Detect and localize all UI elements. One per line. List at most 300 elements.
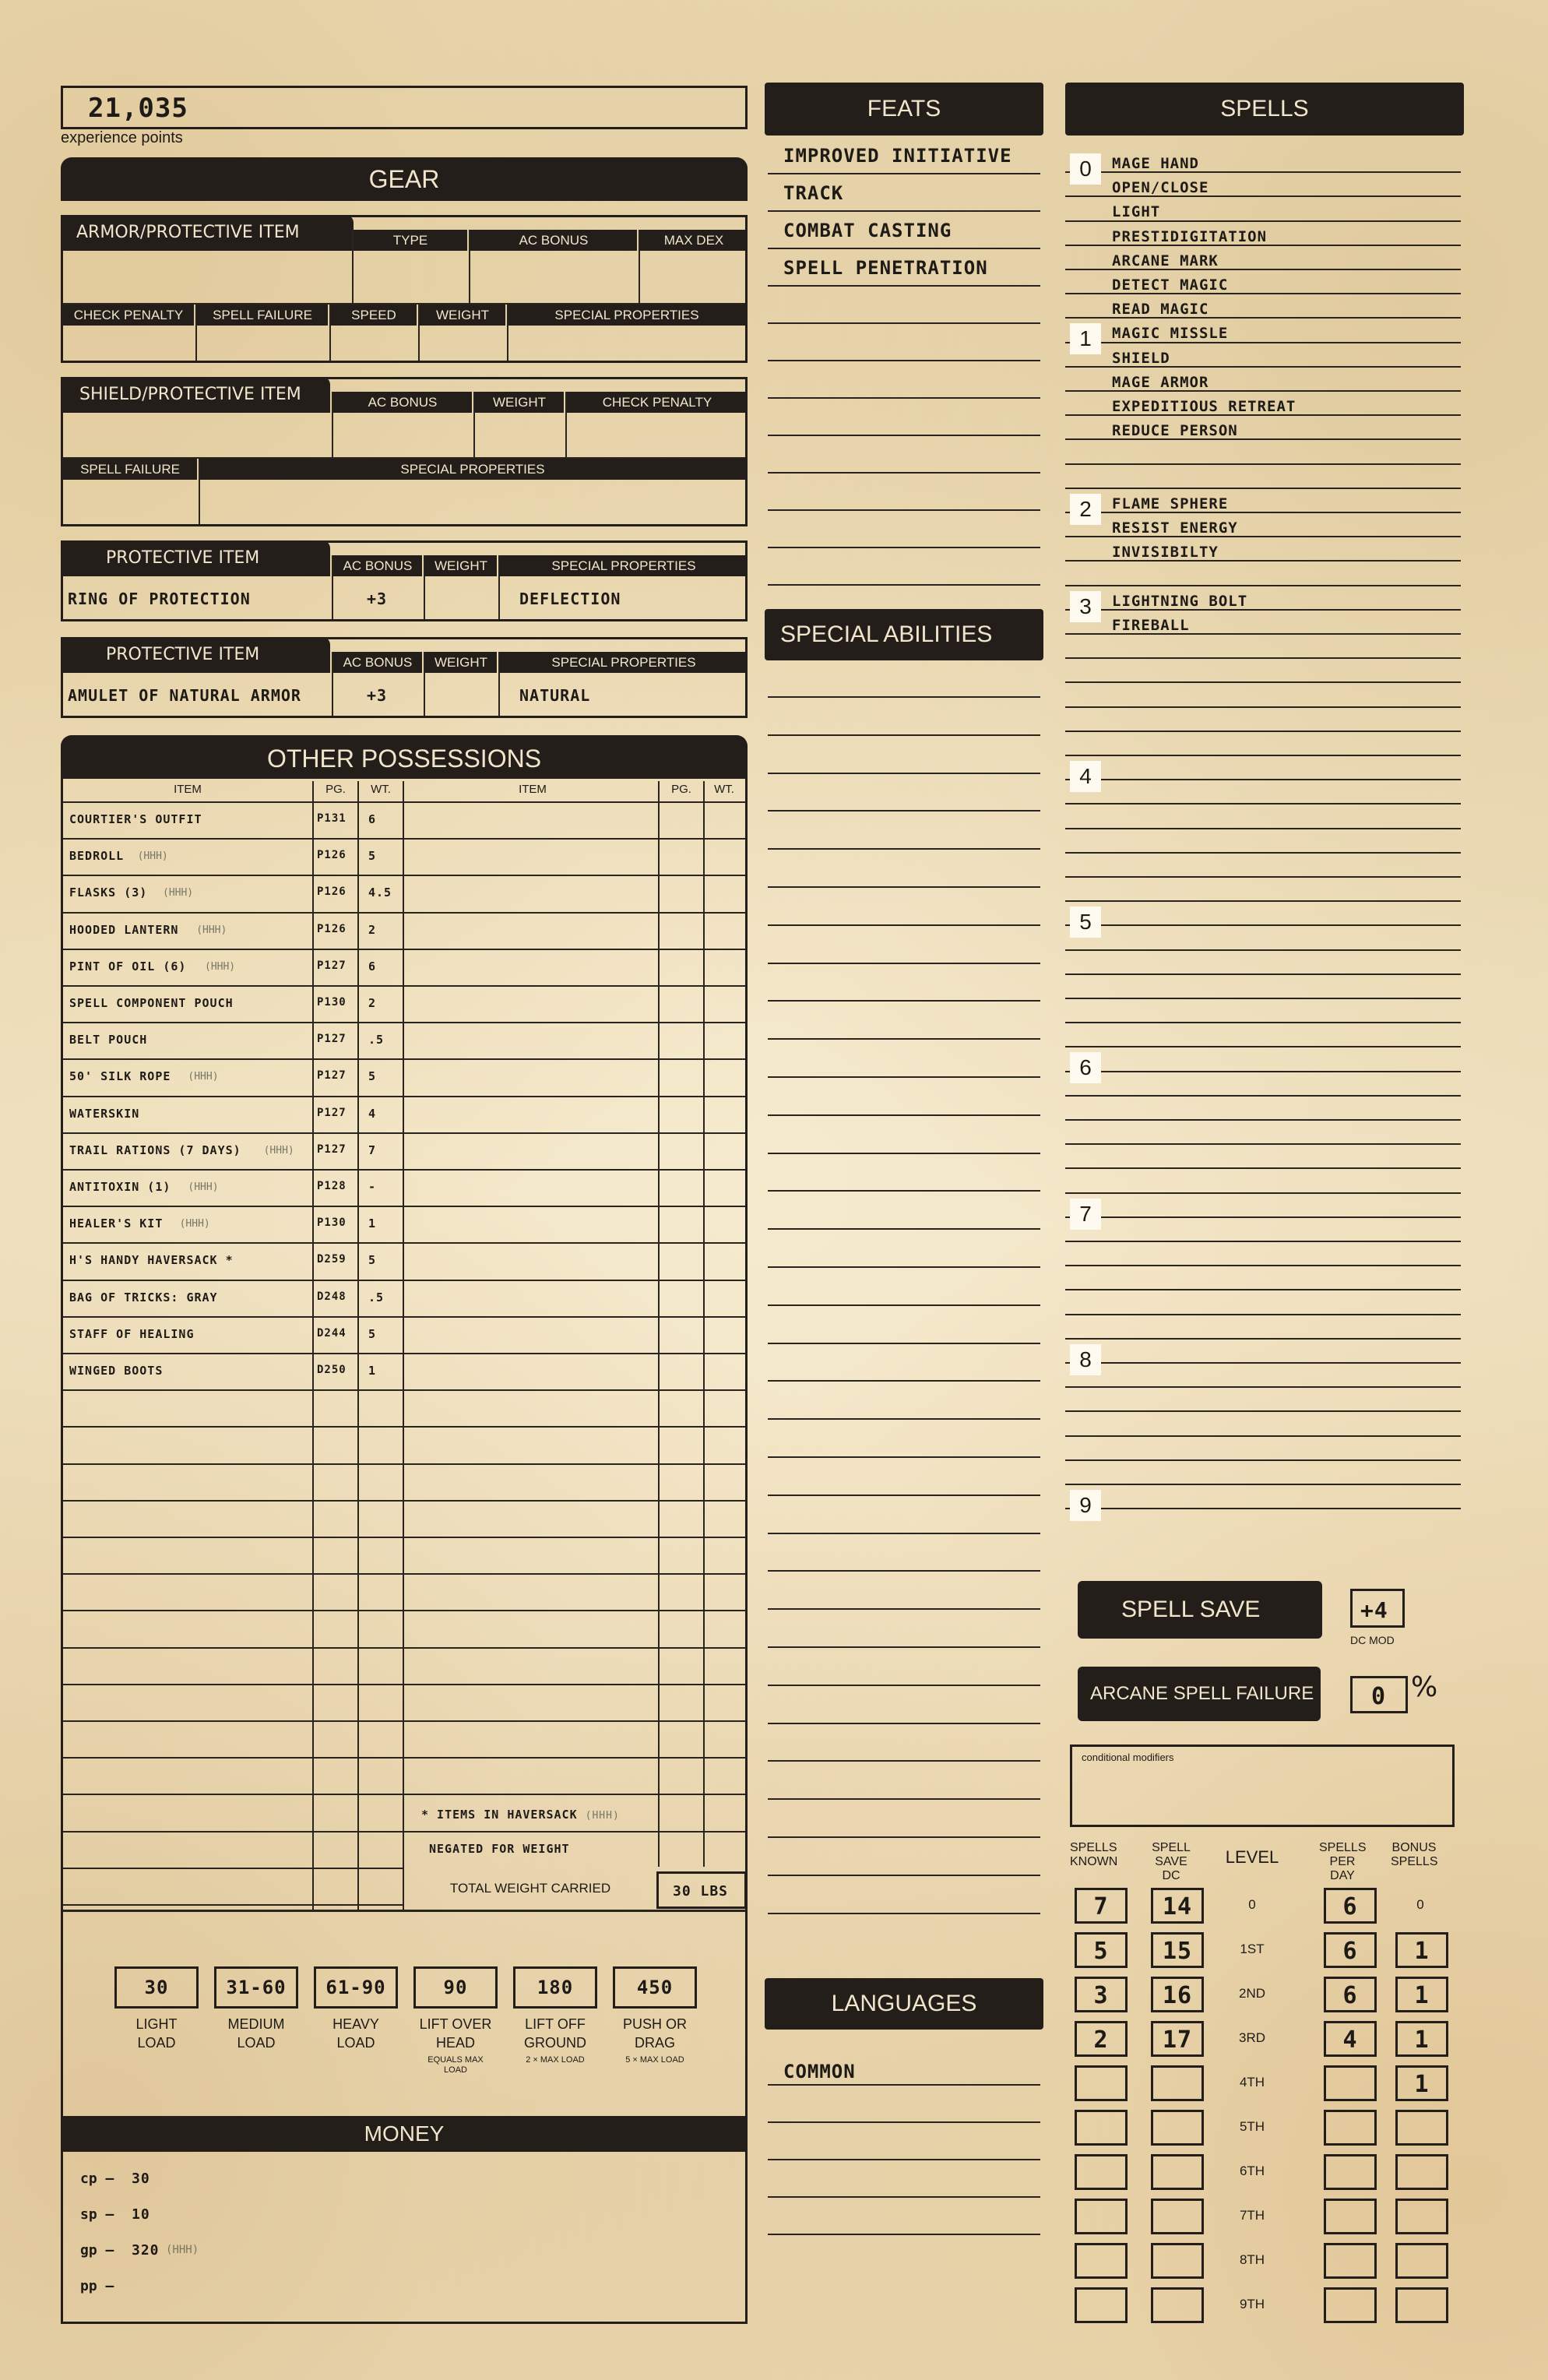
- spell-save-value: +4: [1360, 1597, 1388, 1623]
- possession-row[interactable]: [63, 1069, 403, 1093]
- possession-weight: 5: [368, 849, 377, 863]
- possession-row[interactable]: [63, 1180, 403, 1203]
- spells-per-day-value: 4: [1342, 2026, 1358, 2054]
- possessions-row-line: [63, 1757, 745, 1759]
- spells-known-value: 7: [1093, 1893, 1109, 1921]
- load-box[interactable]: [413, 1966, 498, 2009]
- possession-name: SPELL COMPONENT POUCH: [69, 996, 234, 1010]
- possession-name: HOODED LANTERN: [69, 923, 179, 937]
- protective-item-1-name[interactable]: RING OF PROTECTION: [68, 590, 251, 608]
- possession-weight: 7: [368, 1143, 377, 1157]
- spells-per-day-value: 6: [1342, 1893, 1358, 1921]
- total-weight-value: 30 LBS: [673, 1883, 729, 1899]
- load-box[interactable]: [114, 1966, 199, 2009]
- spell-line: [1065, 220, 1461, 222]
- possessions-row-line: [63, 1794, 745, 1795]
- possession-name: HEALER'S KIT: [69, 1216, 164, 1230]
- spell-item[interactable]: FLAME SPHERE: [1112, 495, 1229, 512]
- special-ability-line: [768, 1456, 1040, 1458]
- spells-per-day-box[interactable]: [1324, 2154, 1377, 2190]
- possession-name: WATERSKIN: [69, 1107, 140, 1121]
- bonus-spells-box[interactable]: [1395, 2154, 1448, 2190]
- money-label: sp —: [80, 2206, 114, 2223]
- spell-line: [1065, 1386, 1461, 1388]
- bonus-spells-box[interactable]: [1395, 2110, 1448, 2146]
- spell-line: [1065, 755, 1461, 756]
- load-label: LIFT OVER HEAD: [419, 2016, 492, 2051]
- bonus-spells-box[interactable]: [1395, 2021, 1448, 2057]
- possession-weight: 4.5: [368, 885, 392, 900]
- spells-per-day-box[interactable]: [1324, 2021, 1377, 2057]
- spells-known-box[interactable]: [1075, 1977, 1128, 2012]
- protective-item-1-col-weight: WEIGHT: [425, 555, 497, 576]
- possession-weight: 5: [368, 1253, 377, 1267]
- bonus-spells-value: 1: [1414, 2026, 1430, 2054]
- spell-save-dc-box[interactable]: [1151, 2287, 1204, 2323]
- spell-level-label: 3RD: [1238, 2030, 1265, 2045]
- spells-known-box[interactable]: [1075, 2021, 1128, 2057]
- armor-col-spellfail: SPELL FAILURE: [197, 305, 328, 326]
- spell-line: [1065, 706, 1461, 708]
- possession-tag: (HHH): [137, 850, 168, 862]
- possession-row[interactable]: [63, 1253, 403, 1276]
- protective-item-2: [61, 637, 748, 718]
- spell-line: [1065, 1022, 1461, 1023]
- load-label: PUSH OR DRAG: [622, 2016, 687, 2051]
- possessions-col-pg-left: PG.: [325, 783, 346, 796]
- possession-tag: (HHH): [163, 887, 194, 899]
- spell-save-dc-box[interactable]: [1151, 2154, 1204, 2190]
- spell-save-dc-box[interactable]: [1151, 2243, 1204, 2279]
- money-header: MONEY: [61, 2116, 748, 2152]
- spells-header: SPELLS: [1065, 83, 1464, 136]
- spell-item[interactable]: PRESTIDIGITATION: [1112, 228, 1268, 245]
- shield-col-weight: WEIGHT: [475, 392, 564, 413]
- arcane-failure-value: 0: [1371, 1683, 1387, 1710]
- spell-save-box[interactable]: [1350, 1589, 1405, 1628]
- spell-table-col-level: LEVEL: [1225, 1847, 1279, 1867]
- possession-name: H'S HANDY HAVERSACK *: [69, 1253, 234, 1267]
- protective-item-1-special[interactable]: DEFLECTION: [519, 590, 621, 608]
- spell-table-col-dc: SPELL SAVE DC: [1152, 1841, 1191, 1882]
- load-box[interactable]: [613, 1966, 697, 2009]
- special-ability-line: [768, 848, 1040, 850]
- special-ability-line: [768, 734, 1040, 736]
- spells-per-day-box[interactable]: [1324, 2287, 1377, 2323]
- spells-known-box[interactable]: [1075, 2243, 1128, 2279]
- spell-line: [1065, 998, 1461, 999]
- spells-per-day-box[interactable]: [1324, 1977, 1377, 2012]
- shield-section: [61, 377, 748, 526]
- spell-save-dc-box[interactable]: [1151, 2199, 1204, 2234]
- spell-line: [1065, 852, 1461, 854]
- spell-level-badge: 8: [1070, 1344, 1101, 1375]
- possession-weight: 2: [368, 996, 377, 1010]
- possession-name: ANTITOXIN (1): [69, 1180, 171, 1194]
- spell-item[interactable]: MAGIC MISSLE: [1112, 325, 1229, 342]
- spell-item[interactable]: OPEN/CLOSE: [1112, 179, 1209, 196]
- bonus-spells-value: 0: [1416, 1897, 1424, 1912]
- possession-weight: 5: [368, 1069, 377, 1083]
- spell-line: [1065, 488, 1461, 489]
- shield-col-acbonus: AC BONUS: [333, 392, 472, 413]
- arcane-failure-box[interactable]: [1350, 1676, 1408, 1713]
- spell-item[interactable]: READ MAGIC: [1112, 301, 1209, 318]
- possessions-row-line: [63, 1280, 745, 1281]
- possession-weight: -: [368, 1180, 377, 1194]
- load-box[interactable]: [513, 1966, 597, 2009]
- money-label: pp —: [80, 2278, 114, 2294]
- possessions-row-line: [63, 1610, 745, 1611]
- possessions-row-line: [63, 1022, 745, 1023]
- possession-page: P127: [317, 1143, 347, 1156]
- feat-item[interactable]: SPELL PENETRATION: [783, 257, 988, 279]
- load-label: HEAVY LOAD: [332, 2016, 379, 2051]
- spell-level-badge: 9: [1070, 1490, 1101, 1521]
- spell-item[interactable]: FIREBALL: [1112, 617, 1190, 634]
- money-value[interactable]: 320: [132, 2242, 160, 2259]
- money-tag: (HHH): [166, 2244, 199, 2256]
- bonus-spells-box[interactable]: [1395, 2243, 1448, 2279]
- haversack-note-text: * ITEMS IN HAVERSACK: [421, 1808, 578, 1822]
- feat-line: [768, 360, 1040, 361]
- bonus-spells-box[interactable]: [1395, 1977, 1448, 2012]
- possession-weight: .5: [368, 1290, 385, 1304]
- possession-weight: 5: [368, 1327, 377, 1341]
- spell-level-badge: 6: [1070, 1052, 1101, 1083]
- spell-table-col-perday: SPELLS PER DAY: [1319, 1841, 1367, 1882]
- spell-item[interactable]: SHIELD: [1112, 350, 1170, 367]
- armor-col-weight: WEIGHT: [420, 305, 505, 326]
- possession-page: D250: [317, 1364, 347, 1376]
- special-ability-line: [768, 924, 1040, 926]
- possessions-row-line: [63, 949, 745, 950]
- possession-weight: .5: [368, 1033, 385, 1047]
- spell-line: [1065, 803, 1461, 804]
- possession-row[interactable]: [63, 1290, 403, 1314]
- bonus-spells-box[interactable]: [1395, 2287, 1448, 2323]
- possession-tag: (HHH): [179, 1218, 210, 1230]
- language-line: [768, 2121, 1040, 2123]
- possessions-col-item-left: ITEM: [174, 783, 202, 796]
- bonus-spells-box[interactable]: [1395, 2065, 1448, 2101]
- feat-item[interactable]: TRACK: [783, 182, 844, 204]
- spell-level-label: 1ST: [1240, 1942, 1265, 1956]
- armor-col-acbonus: AC BONUS: [470, 230, 637, 251]
- spells-known-box[interactable]: [1075, 2287, 1128, 2323]
- load-box[interactable]: [314, 1966, 398, 2009]
- spell-item[interactable]: LIGHTNING BOLT: [1112, 593, 1248, 610]
- possession-row[interactable]: [63, 1107, 403, 1130]
- spell-line: [1065, 1435, 1461, 1437]
- possessions-col-item-right: ITEM: [519, 783, 547, 796]
- spells-known-box[interactable]: [1075, 1932, 1128, 1968]
- spells-known-box[interactable]: [1075, 1888, 1128, 1924]
- spells-per-day-box[interactable]: [1324, 2243, 1377, 2279]
- protective-item-1-header: PROTECTIVE ITEM: [61, 540, 330, 576]
- special-ability-line: [768, 1836, 1040, 1838]
- possession-weight: 4: [368, 1107, 377, 1121]
- spell-save-dc-box[interactable]: [1151, 2065, 1204, 2101]
- spells-known-box[interactable]: [1075, 2154, 1128, 2190]
- spell-line: [1065, 876, 1461, 878]
- special-ability-line: [768, 810, 1040, 812]
- spell-item[interactable]: EXPEDITIOUS RETREAT: [1112, 398, 1296, 415]
- spell-save-dc-box[interactable]: [1151, 2110, 1204, 2146]
- bonus-spells-box[interactable]: [1395, 2199, 1448, 2234]
- possession-name: COURTIER'S OUTFIT: [69, 812, 202, 826]
- spells-known-value: 2: [1093, 2026, 1109, 2054]
- spell-line: [1065, 1289, 1461, 1290]
- possession-row[interactable]: [63, 812, 403, 836]
- spell-line: [1065, 342, 1461, 343]
- special-ability-line: [768, 1380, 1040, 1382]
- possession-page: P131: [317, 812, 347, 825]
- spell-item[interactable]: REDUCE PERSON: [1112, 422, 1238, 439]
- spells-known-box[interactable]: [1075, 2110, 1128, 2146]
- feat-line: [768, 210, 1040, 212]
- total-weight-box[interactable]: [656, 1871, 747, 1909]
- possession-page: P127: [317, 959, 347, 972]
- spell-line: [1065, 657, 1461, 659]
- armor-col-maxdex: MAX DEX: [640, 230, 748, 251]
- spell-level-label: 2ND: [1238, 1986, 1265, 2001]
- feat-item[interactable]: COMBAT CASTING: [783, 220, 952, 241]
- possession-row[interactable]: [63, 996, 403, 1019]
- special-ability-line: [768, 1723, 1040, 1724]
- spells-per-day-box[interactable]: [1324, 2065, 1377, 2101]
- load-value: 31-60: [226, 1977, 287, 1998]
- possession-page: D244: [317, 1327, 347, 1340]
- possession-row[interactable]: [63, 1327, 403, 1350]
- possession-name: 50' SILK ROPE: [69, 1069, 171, 1083]
- possession-weight: 6: [368, 959, 377, 973]
- possessions-row-line: [63, 838, 745, 840]
- spells-known-value: 5: [1093, 1938, 1109, 1965]
- spells-per-day-value: 6: [1342, 1938, 1358, 1965]
- possession-page: P130: [317, 1216, 347, 1229]
- xp-value: 21,035: [88, 93, 188, 124]
- possessions-row-line: [63, 985, 745, 987]
- spell-save-dc-box[interactable]: [1151, 1977, 1204, 2012]
- special-ability-line: [768, 1038, 1040, 1040]
- load-label: LIFT OFF GROUND: [524, 2016, 586, 2051]
- possessions-row-line: [63, 1426, 745, 1428]
- spell-table-col-bonus: BONUS SPELLS: [1391, 1841, 1438, 1868]
- spell-line: [1065, 779, 1461, 780]
- language-line: [768, 2234, 1040, 2235]
- possessions-row-line: [63, 1316, 745, 1318]
- special-ability-line: [768, 1266, 1040, 1268]
- protective-item-1-col-special: SPECIAL PROPERTIES: [500, 555, 748, 576]
- possessions-row-line: [63, 1058, 745, 1060]
- armor-col-speed: SPEED: [331, 305, 417, 326]
- possessions-row-line: [63, 1573, 745, 1575]
- protective-item-2-name[interactable]: AMULET OF NATURAL ARMOR: [68, 686, 301, 705]
- special-ability-line: [768, 1608, 1040, 1610]
- spells-per-day-box[interactable]: [1324, 1888, 1377, 1924]
- money-value[interactable]: 30: [132, 2171, 150, 2187]
- spell-line: [1065, 924, 1461, 926]
- possession-page: P126: [317, 923, 347, 935]
- xp-label: experience points: [61, 129, 183, 146]
- possession-page: P127: [317, 1107, 347, 1119]
- spell-line: [1065, 1143, 1461, 1145]
- spell-item[interactable]: INVISIBILTY: [1112, 544, 1219, 561]
- feat-line: [768, 285, 1040, 287]
- spell-save-dc-box[interactable]: [1151, 1932, 1204, 1968]
- spell-level-label: 7TH: [1239, 2208, 1265, 2223]
- money-value[interactable]: 10: [132, 2206, 150, 2223]
- possession-name: PINT OF OIL (6): [69, 959, 187, 973]
- feat-item[interactable]: IMPROVED INITIATIVE: [783, 145, 1012, 167]
- possession-row[interactable]: [63, 959, 403, 983]
- feat-line: [768, 173, 1040, 174]
- load-label: MEDIUM LOAD: [227, 2016, 285, 2051]
- spell-save-label: SPELL SAVE: [1078, 1581, 1322, 1639]
- special-ability-line: [768, 1000, 1040, 1002]
- feat-line: [768, 397, 1040, 399]
- armor-section: [61, 215, 748, 363]
- spell-item[interactable]: MAGE HAND: [1112, 155, 1199, 172]
- spell-save-dc-box[interactable]: [1151, 1888, 1204, 1924]
- possessions-row-line: [63, 1096, 745, 1097]
- possessions-row-line: [63, 875, 745, 876]
- protective-item-2-col-weight: WEIGHT: [425, 652, 497, 673]
- protective-item-2-special[interactable]: NATURAL: [519, 686, 591, 705]
- load-value: 90: [443, 1977, 468, 1998]
- shield-header: SHIELD/PROTECTIVE ITEM: [61, 377, 330, 413]
- feat-line: [768, 248, 1040, 249]
- feats-header: FEATS: [765, 83, 1043, 136]
- language-line: [768, 2196, 1040, 2198]
- conditional-modifiers-label: conditional modifiers: [1082, 1752, 1174, 1763]
- bonus-spells-value: 1: [1414, 2071, 1430, 2098]
- spell-line: [1065, 1167, 1461, 1169]
- spell-save-dc-value: 16: [1162, 1982, 1193, 2009]
- possession-page: P130: [317, 996, 347, 1009]
- possession-row[interactable]: [63, 1364, 403, 1387]
- load-box[interactable]: [214, 1966, 298, 2009]
- protective-item-1: [61, 540, 748, 621]
- possessions-header: OTHER POSSESSIONS: [61, 735, 748, 779]
- possession-tag: (HHH): [188, 1181, 219, 1193]
- special-ability-line: [768, 1685, 1040, 1686]
- spell-item[interactable]: LIGHT: [1112, 203, 1161, 220]
- spell-item[interactable]: DETECT MAGIC: [1112, 276, 1229, 294]
- negated-note: NEGATED FOR WEIGHT: [429, 1842, 570, 1856]
- bonus-spells-value: 1: [1414, 1982, 1430, 2009]
- spell-line: [1065, 1459, 1461, 1461]
- protective-item-1-ac[interactable]: +3: [367, 590, 388, 608]
- spell-save-dc-value: 14: [1162, 1893, 1193, 1921]
- possessions-row-line: [63, 1684, 745, 1685]
- spell-line: [1065, 1338, 1461, 1340]
- spells-known-value: 3: [1093, 1982, 1109, 2009]
- spell-level-badge: 7: [1070, 1199, 1101, 1230]
- feat-line: [768, 435, 1040, 436]
- possession-name: WINGED BOOTS: [69, 1364, 164, 1378]
- special-ability-line: [768, 1076, 1040, 1078]
- spells-known-box[interactable]: [1075, 2199, 1128, 2234]
- special-ability-line: [768, 773, 1040, 774]
- language-item[interactable]: COMMON: [783, 2061, 856, 2082]
- spell-level-label: 4TH: [1239, 2075, 1265, 2090]
- special-ability-line: [768, 1646, 1040, 1648]
- spells-known-box[interactable]: [1075, 2065, 1128, 2101]
- spell-line: [1065, 1241, 1461, 1242]
- possessions-row-line: [63, 1132, 745, 1134]
- spell-save-dc-box[interactable]: [1151, 2021, 1204, 2057]
- possession-row[interactable]: [63, 885, 403, 909]
- spell-item[interactable]: ARCANE MARK: [1112, 252, 1219, 269]
- possession-weight: 1: [368, 1364, 377, 1378]
- possessions-row-line: [63, 1500, 745, 1502]
- spell-item[interactable]: MAGE ARMOR: [1112, 374, 1209, 391]
- possessions-row-line: [63, 1537, 745, 1538]
- possessions-row-line: [63, 1831, 745, 1833]
- possession-row[interactable]: [63, 1033, 403, 1056]
- special-ability-line: [768, 1798, 1040, 1800]
- load-value: 180: [537, 1977, 574, 1998]
- possession-row[interactable]: [63, 849, 403, 872]
- armor-col-special: SPECIAL PROPERTIES: [508, 305, 745, 326]
- xp-box[interactable]: [61, 86, 748, 129]
- spell-line: [1065, 1484, 1461, 1485]
- protective-item-2-ac[interactable]: +3: [367, 686, 388, 705]
- arcane-failure-label: ARCANE SPELL FAILURE: [1078, 1667, 1321, 1721]
- possession-row[interactable]: [63, 923, 403, 946]
- spell-line: [1065, 1192, 1461, 1194]
- special-ability-line: [768, 1570, 1040, 1572]
- load-label: LIGHT LOAD: [135, 2016, 178, 2051]
- feat-line: [768, 509, 1040, 511]
- spell-level-badge: 0: [1070, 153, 1101, 185]
- feat-line: [768, 322, 1040, 324]
- spell-item[interactable]: RESIST ENERGY: [1112, 519, 1238, 537]
- spell-level-label: 6TH: [1239, 2163, 1265, 2178]
- spell-save-dc-value: 15: [1162, 1938, 1193, 1965]
- possession-page: P126: [317, 849, 347, 861]
- possession-page: D259: [317, 1253, 347, 1266]
- spells-per-day-box[interactable]: [1324, 2110, 1377, 2146]
- possession-page: P126: [317, 885, 347, 898]
- possession-tag: (HHH): [196, 924, 227, 936]
- haversack-note: [421, 1808, 620, 1822]
- arcane-failure-unit: %: [1411, 1671, 1438, 1703]
- spell-line: [1065, 1095, 1461, 1097]
- special-ability-line: [768, 1190, 1040, 1192]
- spell-table-col-known: SPELLS KNOWN: [1070, 1841, 1118, 1868]
- conditional-modifiers-box[interactable]: [1070, 1745, 1455, 1827]
- bonus-spells-value: 1: [1414, 1938, 1430, 1965]
- special-ability-line: [768, 1153, 1040, 1154]
- spell-line: [1065, 1046, 1461, 1047]
- possession-row[interactable]: [63, 1216, 403, 1240]
- spell-level-label: 8TH: [1239, 2252, 1265, 2267]
- bonus-spells-box[interactable]: [1395, 1932, 1448, 1968]
- armor-col-check: CHECK PENALTY: [63, 305, 194, 326]
- haversack-note-tag: (HHH): [585, 1810, 620, 1822]
- load-value: 450: [636, 1977, 674, 1998]
- spells-per-day-box[interactable]: [1324, 2199, 1377, 2234]
- spell-line: [1065, 1265, 1461, 1266]
- possession-name: TRAIL RATIONS (7 DAYS): [69, 1143, 241, 1157]
- possessions-row-line: [63, 1720, 745, 1722]
- spells-per-day-box[interactable]: [1324, 1932, 1377, 1968]
- possession-row[interactable]: [63, 1143, 403, 1167]
- possessions-col-wt-right: WT.: [714, 783, 734, 796]
